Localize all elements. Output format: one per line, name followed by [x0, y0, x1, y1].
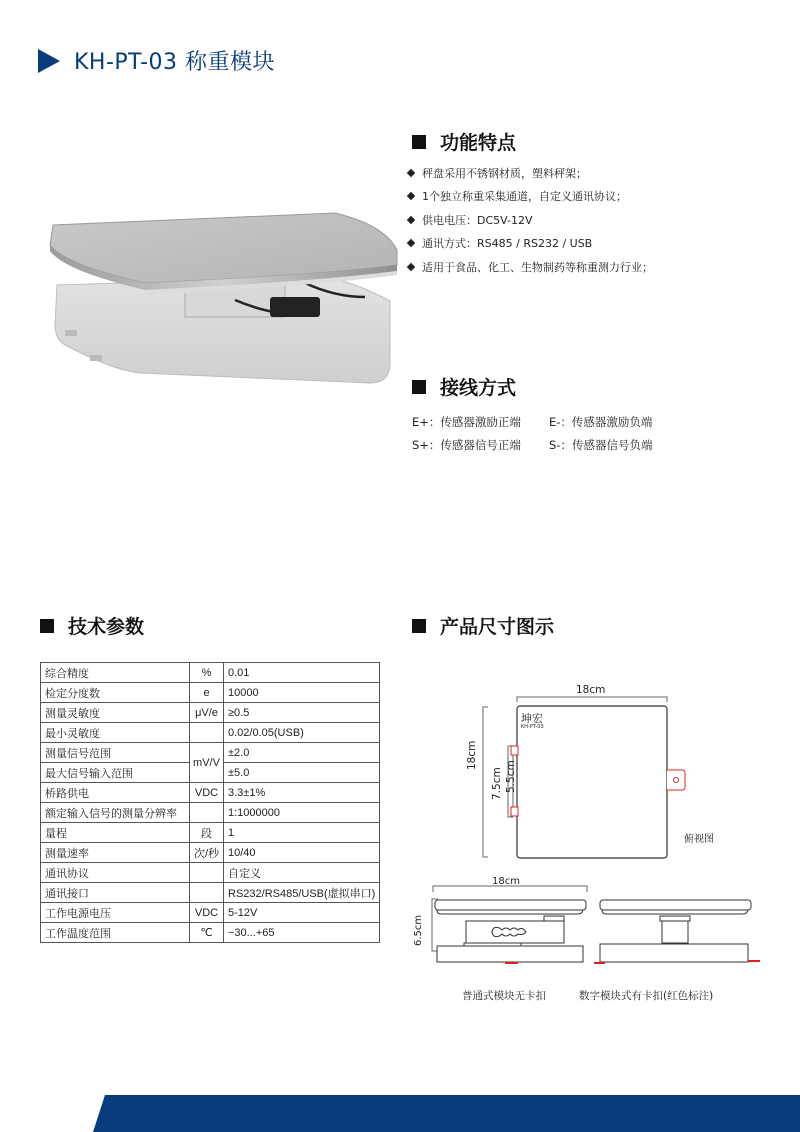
features-heading-text: 功能特点 — [440, 132, 517, 154]
play-triangle-icon — [38, 49, 60, 73]
features-section — [412, 128, 653, 279]
specs-table — [40, 662, 380, 943]
features-list — [404, 161, 653, 279]
list-item — [404, 232, 653, 256]
spec-name: 桥路供电 — [41, 783, 190, 803]
wiring-s-plus: S+：传感器信号正端 — [412, 437, 521, 452]
spec-value: RS232/RS485/USB(虚拟串口) — [224, 883, 380, 903]
spec-unit: e — [190, 683, 224, 703]
table-row — [41, 803, 380, 823]
wiring-row — [412, 410, 686, 433]
brand-mark: 坤宏 — [521, 712, 543, 725]
model-mark: KH-PT-03 — [521, 724, 544, 730]
specs-section — [40, 612, 144, 639]
spec-value: 5-12V — [224, 903, 380, 923]
top-view-inner-label-2: 5.5cm — [505, 760, 517, 793]
wiring-table — [412, 410, 686, 456]
feature-text: 适用于食品、化工、生物制药等称重测力行业； — [422, 260, 653, 274]
spec-unit — [190, 803, 224, 823]
spec-unit: 次/秒 — [190, 843, 224, 863]
spec-name: 通讯协议 — [41, 863, 190, 883]
spec-name: 最小灵敏度 — [41, 723, 190, 743]
table-row — [41, 923, 380, 943]
square-bullet-icon — [412, 380, 426, 394]
table-row — [41, 843, 380, 863]
table-row — [41, 783, 380, 803]
wiring-e-minus: E-：传感器激励负端 — [549, 414, 653, 429]
wiring-section — [412, 373, 686, 456]
diamond-bullet-icon — [407, 216, 415, 224]
dimensions-section — [412, 612, 554, 639]
spec-value: 1 — [224, 823, 380, 843]
spec-value: ±5.0 — [224, 763, 380, 783]
features-heading — [412, 128, 653, 155]
caption-right: 数字模块式有卡扣(红色标注) — [579, 990, 714, 1002]
spec-unit — [190, 883, 224, 903]
spec-value: 0.02/0.05(USB) — [224, 723, 380, 743]
spec-value: −30...+65 — [224, 923, 380, 943]
spec-unit: mV/V — [190, 743, 224, 783]
spec-value: 0.01 — [224, 663, 380, 683]
side-view-height-label: 6.5cm — [413, 914, 424, 946]
spec-value: ≥0.5 — [224, 703, 380, 723]
spec-name: 量程 — [41, 823, 190, 843]
specs-heading-text: 技术参数 — [68, 616, 145, 638]
spec-unit: % — [190, 663, 224, 683]
feature-text: 通讯方式：RS485 / RS232 / USB — [422, 237, 593, 251]
spec-name: 工作温度范围 — [41, 923, 190, 943]
wiring-heading — [412, 373, 686, 400]
spec-name: 测量灵敏度 — [41, 703, 190, 723]
diamond-bullet-icon — [407, 239, 415, 247]
spec-name: 测量速率 — [41, 843, 190, 863]
spec-value: ±2.0 — [224, 743, 380, 763]
spec-unit — [190, 863, 224, 883]
top-view-width-label: 18cm — [576, 684, 606, 696]
table-row — [41, 823, 380, 843]
spec-value: 1:1000000 — [224, 803, 380, 823]
feature-text: 1个独立称重采集通道，自定义通讯协议； — [422, 190, 627, 204]
caption-left: 普通式模块无卡扣 — [462, 990, 546, 1002]
square-bullet-icon — [412, 135, 426, 149]
spec-unit: VDC — [190, 783, 224, 803]
top-view-height-label: 18cm — [466, 740, 478, 770]
dimensions-heading-text: 产品尺寸图示 — [440, 616, 555, 638]
spec-value: 3.3±1% — [224, 783, 380, 803]
list-item — [404, 255, 653, 279]
spec-value: 10/40 — [224, 843, 380, 863]
feature-text: 秤盘采用不锈钢材质，塑料秤架； — [422, 166, 587, 180]
spec-unit: 段 — [190, 823, 224, 843]
spec-value: 自定义 — [224, 863, 380, 883]
wiring-e-plus: E+：传感器激励正端 — [412, 414, 521, 429]
side-view-width-label: 18cm — [492, 876, 520, 887]
page-title: KH-PT-03 称重模块 — [74, 50, 276, 75]
table-row — [41, 863, 380, 883]
page-header — [38, 45, 275, 76]
diamond-bullet-icon — [407, 263, 415, 271]
table-row — [41, 723, 380, 743]
dimension-drawing — [410, 670, 790, 1080]
diamond-bullet-icon — [407, 169, 415, 177]
spec-value: 10000 — [224, 683, 380, 703]
spec-name: 测量信号范围 — [41, 743, 190, 763]
square-bullet-icon — [412, 619, 426, 633]
spec-name: 通讯接口 — [41, 883, 190, 903]
specs-heading — [40, 612, 144, 639]
table-row — [41, 663, 380, 683]
table-row — [41, 683, 380, 703]
list-item — [404, 185, 653, 209]
list-item — [404, 208, 653, 232]
product-photo — [45, 205, 400, 395]
wiring-s-minus: S-：传感器信号负端 — [549, 437, 653, 452]
spec-name: 综合精度 — [41, 663, 190, 683]
table-row — [41, 903, 380, 923]
spec-unit: μV/e — [190, 703, 224, 723]
wiring-row — [412, 433, 686, 456]
table-row — [41, 743, 380, 763]
feature-text: 供电电压：DC5V-12V — [422, 213, 533, 227]
table-row — [41, 883, 380, 903]
footer-band — [0, 1095, 800, 1132]
list-item — [404, 161, 653, 185]
diamond-bullet-icon — [407, 192, 415, 200]
spec-unit — [190, 723, 224, 743]
table-row — [41, 703, 380, 723]
wiring-heading-text: 接线方式 — [440, 377, 517, 399]
top-view-label: 俯视图 — [684, 834, 714, 845]
dimensions-heading — [412, 612, 554, 639]
spec-name: 检定分度数 — [41, 683, 190, 703]
spec-unit: ℃ — [190, 923, 224, 943]
spec-name: 工作电源电压 — [41, 903, 190, 923]
spec-name: 最大信号输入范围 — [41, 763, 190, 783]
square-bullet-icon — [40, 619, 54, 633]
spec-unit: VDC — [190, 903, 224, 923]
spec-name: 额定输入信号的测量分辨率 — [41, 803, 190, 823]
top-view-inner-label-1: 7.5cm — [491, 767, 503, 800]
